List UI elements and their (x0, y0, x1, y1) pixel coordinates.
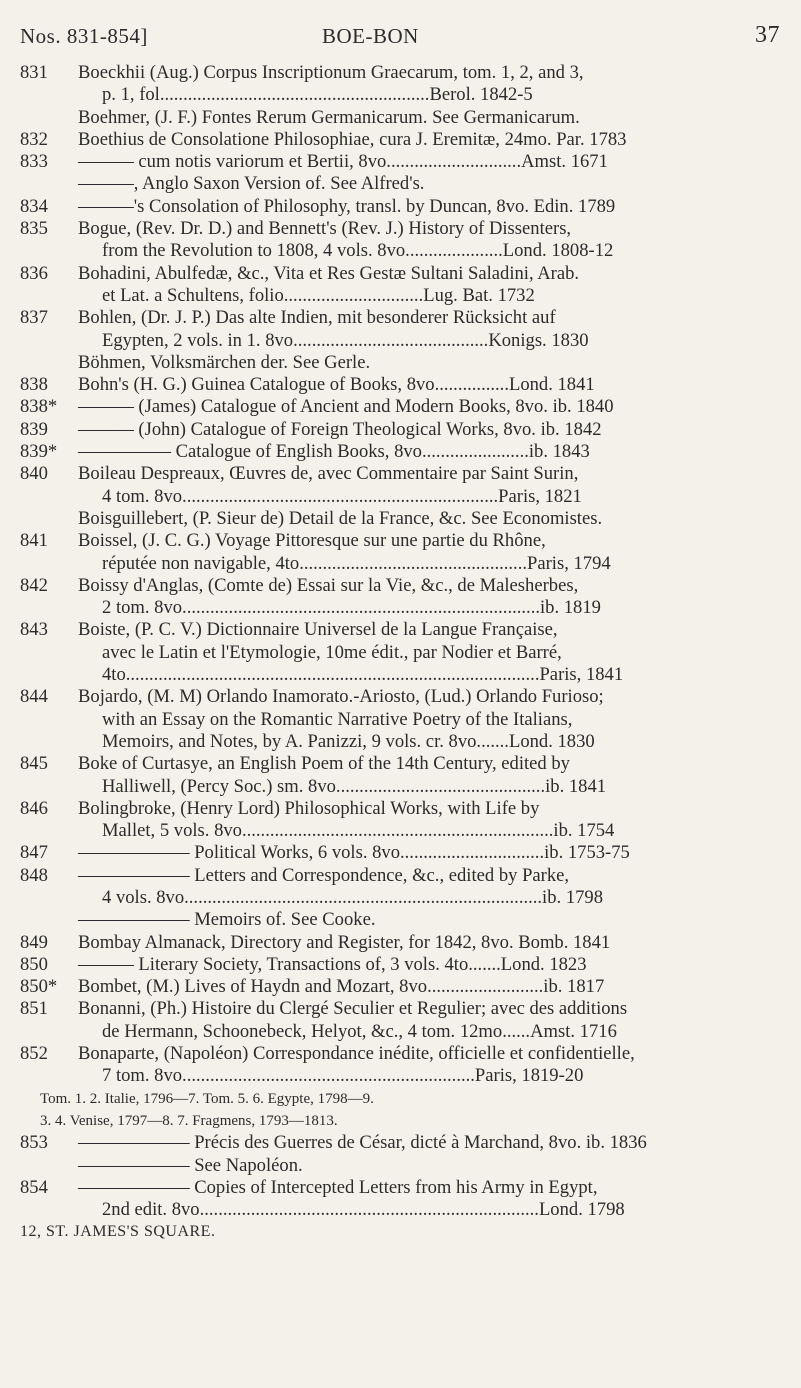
entry-text: with an Essay on the Romantic Narrative Poetry of the Italians, (102, 708, 573, 730)
catalogue-line (20, 798, 784, 820)
catalogue-line (20, 1043, 784, 1065)
catalogue-line (20, 619, 784, 641)
entry-text: Boeckhii (Aug.) Corpus Inscriptionum Graecarum, tom. 1, 2, and 3, (78, 62, 584, 83)
entry-number: 844 (20, 686, 48, 708)
entry-text: ——— Literary Society, Transactions of, 3 vols. 4to.......Lond. 1823 (78, 953, 587, 975)
entry-text: 4 tom. 8vo....................................................................Paris, 1821 (102, 485, 582, 507)
catalogue-line (20, 1155, 784, 1177)
entry-number: 846 (20, 797, 48, 819)
catalogue-line (20, 218, 784, 240)
entry-text: de Hermann, Schoonebeck, Helyot, &c., 4 tom. 12mo......Amst. 1716 (102, 1020, 617, 1042)
entry-number: 842 (20, 574, 48, 596)
volume-note (20, 1088, 784, 1110)
entry-number: 835 (20, 218, 48, 240)
catalogue-line (20, 530, 784, 552)
catalogue-line (20, 597, 784, 619)
catalogue-line (20, 173, 784, 195)
entry-number: 831 (20, 62, 48, 83)
catalogue-line (20, 575, 784, 597)
catalogue-line (20, 753, 784, 775)
entry-text: Boke of Curtasye, an English Poem of the 14th Century, edited by (78, 753, 570, 775)
catalogue-line (20, 330, 784, 352)
entry-text: Bohn's (H. G.) Guinea Catalogue of Books, 8vo................Lond. 1841 (78, 374, 595, 396)
entry-text: Boehmer, (J. F.) Fontes Rerum Germanicarum. See Germanicarum. (78, 106, 580, 128)
catalogue-line (20, 686, 784, 708)
entry-text: Bonanni, (Ph.) Histoire du Clergé Seculier et Regulier; avec des additions (78, 998, 628, 1020)
entry-text: Boiste, (P. C. V.) Dictionnaire Universel de la Langue Française, (78, 619, 558, 641)
catalogue-line (20, 1065, 784, 1087)
entry-text: ——— (James) Catalogue of Ancient and Modern Books, 8vo. ib. 1840 (78, 396, 614, 418)
catalogue-line (20, 553, 784, 575)
entry-text: Boissy d'Anglas, (Comte de) Essai sur la Vie, &c., de Malesherbes, (78, 574, 579, 596)
entry-text: Bonaparte, (Napoléon) Correspondance inédite, officielle et confidentielle, (78, 1043, 635, 1065)
entry-text: Bombay Almanack, Directory and Register, for 1842, 8vo. Bomb. 1841 (78, 931, 611, 953)
catalogue-line (20, 887, 784, 909)
entry-number: 843 (20, 619, 48, 641)
printer-signature (20, 1221, 784, 1243)
entry-number: 848 (20, 864, 48, 886)
volume-note (20, 1110, 784, 1132)
entry-text: Egypten, 2 vols. in 1. 8vo..........................................Konigs. 1830 (102, 329, 589, 351)
entry-text: Bogue, (Rev. Dr. D.) and Bennett's (Rev. J.) History of Dissenters, (78, 218, 572, 240)
catalogue-line (20, 909, 784, 931)
page-number: 37 (755, 22, 780, 48)
entry-number: 841 (20, 530, 48, 552)
entry-number: 852 (20, 1043, 48, 1065)
catalogue-line (20, 1199, 784, 1221)
catalogue-line (20, 642, 784, 664)
catalogue-line (20, 954, 784, 976)
catalogue-line (20, 664, 784, 686)
entry-text: Boethius de Consolatione Philosophiae, cura J. Eremitæ, 24mo. Par. 1783 (78, 128, 627, 150)
catalogue-line (20, 865, 784, 887)
entry-number: 836 (20, 262, 48, 284)
entry-text: p. 1, fol..........................................................Berol. 1842-5 (102, 84, 533, 106)
catalogue-line (20, 263, 784, 285)
catalogue-line (20, 240, 784, 262)
entry-text: Memoirs, and Notes, by A. Panizzi, 9 vols. cr. 8vo.......Lond. 1830 (102, 730, 595, 752)
catalogue-line (20, 776, 784, 798)
entry-number: 838* (20, 396, 58, 418)
catalogue-line (20, 107, 784, 129)
entry-number: 832 (20, 128, 48, 150)
catalogue-line (20, 709, 784, 731)
entry-text: ———, Anglo Saxon Version of. See Alfred's. (78, 173, 425, 195)
catalogue-line (20, 842, 784, 864)
entry-number: 840 (20, 463, 48, 485)
entry-text: Mallet, 5 vols. 8vo...................................................................ib. 1754 (102, 820, 615, 842)
entry-text: Böhmen, Volksmärchen der. See Gerle. (78, 351, 371, 373)
entry-text: Bombet, (M.) Lives of Haydn and Mozart, 8vo.........................ib. 1817 (78, 976, 605, 998)
entry-text: 4 vols. 8vo.............................................................................ib. 1798 (102, 886, 604, 908)
entry-text: ———'s Consolation of Philosophy, transl. by Duncan, 8vo. Edin. 1789 (78, 195, 616, 217)
entry-number: 849 (20, 931, 48, 953)
catalogue-line (20, 419, 784, 441)
entry-number: 853 (20, 1132, 48, 1154)
entry-text: Boisguillebert, (P. Sieur de) Detail de la France, &c. See Economistes. (78, 507, 603, 529)
catalogue-line (20, 285, 784, 307)
catalogue-line (20, 151, 784, 173)
catalogue-line (20, 731, 784, 753)
entry-text: —————— Copies of Intercepted Letters from his Army in Egypt, (78, 1176, 598, 1198)
entry-text: Boileau Despreaux, Œuvres de, avec Commentaire par Saint Surin, (78, 463, 579, 485)
entry-text: —————— Letters and Correspondence, &c., edited by Parke, (78, 864, 570, 886)
catalogue-line (20, 441, 784, 463)
entry-text: 2nd edit. 8vo.........................................................................Lond. 1798 (102, 1199, 625, 1221)
catalogue-entries (20, 62, 784, 1244)
catalogue-line (20, 976, 784, 998)
entry-text: ——— (John) Catalogue of Foreign Theological Works, 8vo. ib. 1842 (78, 418, 602, 440)
entry-number: 850 (20, 953, 48, 975)
catalogue-line (20, 486, 784, 508)
running-title: BOE-BON (322, 24, 419, 48)
entry-text: Bojardo, (M. M) Orlando Inamorato.-Ariosto, (Lud.) Orlando Furioso; (78, 686, 604, 708)
catalogue-line (20, 508, 784, 530)
entry-text: Boissel, (J. C. G.) Voyage Pittoresque sur une partie du Rhône, (78, 530, 546, 552)
entry-number: 838 (20, 374, 48, 396)
catalogue-line (20, 396, 784, 418)
catalogue-line (20, 196, 784, 218)
catalogue-page (20, 0, 785, 1388)
entry-number: 845 (20, 753, 48, 775)
entry-text: réputée non navigable, 4to.................................................Paris, 1794 (102, 552, 611, 574)
catalogue-line (20, 62, 784, 84)
catalogue-line (20, 1021, 784, 1043)
entry-text: Bohadini, Abulfedæ, &c., Vita et Res Gestæ Sultani Saladini, Arab. (78, 262, 580, 284)
entry-number: 839* (20, 441, 58, 463)
entry-text: Tom. 1. 2. Italie, 1796—7. Tom. 5. 6. Egypte, 1798—9. (40, 1090, 374, 1107)
entry-text: avec le Latin et l'Etymologie, 10me édit., par Nodier et Barré, (102, 641, 562, 663)
entry-text: ——— cum notis variorum et Bertii, 8vo.............................Amst. 1671 (78, 151, 608, 173)
entry-number: 850* (20, 976, 58, 998)
catalogue-line (20, 129, 784, 151)
entry-text: et Lat. a Schultens, folio..............................Lug. Bat. 1732 (102, 284, 535, 306)
entry-number: 833 (20, 151, 48, 173)
entry-text: —————— Political Works, 6 vols. 8vo...............................ib. 1753-75 (78, 842, 630, 864)
entry-number: 851 (20, 998, 48, 1020)
entry-range: Nos. 831-854] (20, 24, 148, 48)
entry-text: from the Revolution to 1808, 4 vols. 8vo.....................Lond. 1808-12 (102, 240, 614, 262)
entry-text: Bohlen, (Dr. J. P.) Das alte Indien, mit besonderer Rücksicht auf (78, 307, 556, 329)
catalogue-line (20, 1132, 784, 1154)
entry-text: —————— Memoirs of. See Cooke. (78, 909, 376, 931)
catalogue-line (20, 998, 784, 1020)
entry-text: —————— Précis des Guerres de César, dicté à Marchand, 8vo. ib. 1836 (78, 1132, 647, 1154)
catalogue-line (20, 352, 784, 374)
catalogue-line (20, 374, 784, 396)
entry-text: —————— See Napoléon. (78, 1154, 303, 1176)
catalogue-line (20, 932, 784, 954)
catalogue-line (20, 820, 784, 842)
catalogue-line (20, 84, 784, 106)
entry-number: 847 (20, 842, 48, 864)
catalogue-line (20, 1177, 784, 1199)
entry-text: 7 tom. 8vo...............................................................Paris, 1819-20 (102, 1065, 584, 1087)
entry-text: Halliwell, (Percy Soc.) sm. 8vo.............................................ib. 1841 (102, 775, 607, 797)
entry-text: Bolingbroke, (Henry Lord) Philosophical Works, with Life by (78, 797, 540, 819)
catalogue-line (20, 463, 784, 485)
entry-text: 2 tom. 8vo.............................................................................ib. 1819 (102, 597, 601, 619)
catalogue-line (20, 307, 784, 329)
entry-text: 4to.........................................................................................Paris, 1841 (102, 664, 624, 686)
entry-text: 3. 4. Venise, 1797—8. 7. Fragmens, 1793—1813. (40, 1112, 338, 1129)
entry-text: 12, ST. JAMES'S SQUARE. (20, 1223, 216, 1241)
entry-number: 839 (20, 418, 48, 440)
entry-text: ————— Catalogue of English Books, 8vo.......................ib. 1843 (78, 441, 590, 463)
entry-number: 837 (20, 307, 48, 329)
entry-number: 834 (20, 195, 48, 217)
entry-number: 854 (20, 1176, 48, 1198)
page-header (20, 20, 784, 52)
